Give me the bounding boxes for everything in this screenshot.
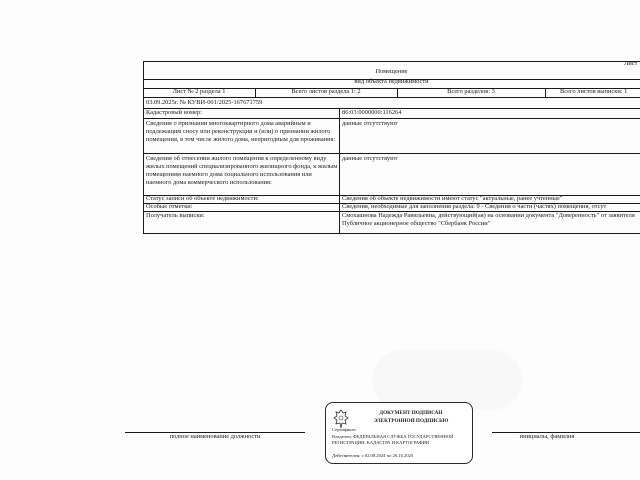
row1-bottom — [143, 118, 640, 119]
total-sheets-section: Всего листов раздела 1: 2 — [291, 88, 361, 95]
total-sections: Всего разделов: 3 — [447, 88, 495, 95]
row-label-specialized: Сведения об отнесении жилого помещения к определенному виду жилых помещений специализированного жилищного фонда, к жилым помещениям наемного дома социального использования или наемного дома коммерческого использования: — [146, 155, 338, 186]
electronic-signature-stamp — [325, 402, 473, 464]
row-label-emergency: Сведения о признании многоквартирного дома аварийным и подлежащим сносу или реконструкции и (или) о признании жилого помещения, в том числе жилого дома, непригодным для проживания: — [146, 120, 336, 143]
total-sheets-extract: Всего листов выписки: 1 — [560, 88, 628, 95]
row-label-special-marks: Особые отметки: — [146, 203, 193, 210]
stamp-certificate: Сертификат: — [332, 427, 357, 432]
row-value-specialized: данные отсутствуют — [342, 155, 398, 162]
sheet-number: Лист № 2 раздела 1 — [172, 88, 226, 95]
stamp-owner: Владелец: ФЕДЕРАЛЬНАЯ СЛУЖБА ГОСУДАРСТВЕННОЙ РЕГИСТРАЦИИ, КАДАСТРА И КАРТОГРАФИИ — [332, 434, 454, 445]
watermark-shape — [372, 350, 522, 410]
document-reference: 03.09.2025г. № КУВИ-001/2025-167671759 — [146, 99, 263, 106]
sheet-label: Лист — [624, 60, 638, 67]
row-value-cadastral: 86:03:0000000:116264 — [342, 109, 402, 116]
row2-bottom — [143, 153, 640, 154]
sheet-info-bottom — [143, 97, 640, 98]
row-value-emergency: данные отсутствуют — [342, 120, 398, 127]
row-value-special-marks: Сведения, необходимые для заполнения раздела: 9 - Сведения о части (частях) помещения, отсут — [342, 203, 607, 210]
table-top-border — [143, 61, 640, 62]
row-value-status: Сведения об объекте недвижимости имеют статус "актуальные, ранее учтенные" — [342, 195, 563, 202]
row-value-recipient: Смохашнова Надежда Равильевна, действующий(ая) на основании документа "Доверенность" от заявителя Публичное акционерное общество "Сбербанк России" — [342, 212, 635, 227]
column-divider — [339, 108, 340, 233]
object-kind-label: вид объекта недвижимости — [354, 78, 429, 85]
position-label: полное наименование должности — [169, 433, 261, 440]
info-divider-3 — [545, 88, 546, 97]
table-left-border — [143, 61, 144, 233]
row-label-recipient: Получатель выписки: — [146, 212, 205, 219]
table-bottom-border — [143, 233, 640, 234]
coat-of-arms-icon — [333, 409, 349, 429]
stamp-line-2: ЭЛЕКТРОННОЙ ПОДПИСЬЮ — [373, 418, 449, 424]
name-label: инициалы, фамилия — [519, 433, 575, 440]
stamp-line-1: ДОКУМЕНТ ПОДПИСАН — [379, 410, 443, 416]
stamp-validity: Действителен: с 02.08.2024 по 26.10.2025 — [332, 453, 414, 458]
row-label-cadastral: Кадастровый номер: — [146, 109, 202, 116]
section-title: Помещение — [375, 68, 408, 75]
row-label-status: Статус записи об объекте недвижимости: — [146, 195, 259, 202]
